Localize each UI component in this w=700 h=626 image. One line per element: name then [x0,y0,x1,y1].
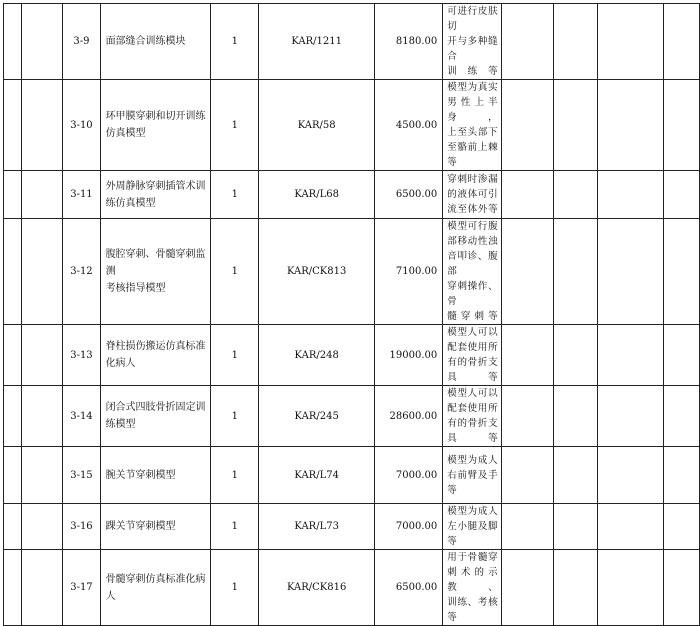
model-number-cell: KAR/CK816 [259,550,375,626]
description-line: 配套使用所 [447,403,498,414]
blank-cell [22,386,63,447]
blank-cell [553,325,597,386]
unit-price-cell: 28600.00 [374,386,442,447]
description-line: 模型可行腹 [447,221,498,232]
blank-cell [4,325,22,386]
table-row [4,219,700,325]
description-line: 穿刺时渗漏 [447,174,498,185]
blank-cell [597,171,663,219]
item-name-cell [100,504,211,550]
quantity-cell: 1 [211,80,259,171]
blank-cell [664,80,700,171]
item-number-cell: 3-9 [63,4,100,80]
blank-cell [22,447,63,504]
table-row [4,4,700,80]
table-row [4,80,700,171]
item-number-cell: 3-17 [63,550,100,626]
table-row [4,171,700,219]
blank-cell [597,80,663,171]
blank-cell [553,80,597,171]
item-name-line: 腹腔穿刺、骨髓穿刺监测 [105,249,206,277]
description-cell [443,171,501,219]
blank-cell [553,550,597,626]
unit-price-cell: 7000.00 [374,447,442,504]
description-line: 音叩诊、腹部 [447,251,498,277]
description-line: 模型人可以 [447,388,498,399]
blank-cell [4,447,22,504]
description-line: 模型为成人 [447,454,498,466]
blank-cell [553,171,597,219]
blank-cell [553,4,597,80]
blank-cell [501,171,553,219]
description-line: 模型为成人 [447,506,498,517]
item-number-cell: 3-12 [63,219,100,325]
item-name-line: 踝关节穿刺模型 [105,521,176,532]
blank-cell [501,325,553,386]
item-name-cell [100,4,211,80]
blank-cell [501,386,553,447]
unit-price-cell: 19000.00 [374,325,442,386]
item-number-cell: 3-16 [63,504,100,550]
blank-cell [501,80,553,171]
description-cell [443,550,501,626]
description-line: 部移动性浊 [447,236,498,247]
unit-price-cell: 7100.00 [374,219,442,325]
model-number-cell: KAR/CK813 [259,219,375,325]
quantity-cell: 1 [211,171,259,219]
table-row [4,325,700,386]
blank-cell [553,219,597,325]
description-line: 具等 [447,433,498,444]
blank-cell [4,4,22,80]
blank-cell [22,504,63,550]
blank-cell [664,219,700,325]
blank-cell [4,504,22,550]
model-number-cell: KAR/L73 [259,504,375,550]
description-line: 等 [447,157,457,168]
blank-cell [4,80,22,171]
item-name-cell [100,550,211,626]
description-line: 有的骨折支 [447,418,498,429]
description-line: 等 [447,536,457,547]
quantity-cell: 1 [211,4,259,80]
blank-cell [4,550,22,626]
unit-price-cell: 8180.00 [374,4,442,80]
quantity-cell: 1 [211,325,259,386]
description-line: 模型为真实 [447,82,498,93]
table-row [4,550,700,626]
description-cell [443,504,501,550]
description-line: 男性上半身， [447,97,498,123]
description-line: 的液体可引 [447,189,498,200]
model-number-cell: KAR/245 [259,386,375,447]
blank-cell [501,504,553,550]
item-name-line: 练模型 [105,419,136,430]
unit-price-cell: 6500.00 [374,171,442,219]
item-number-cell: 3-14 [63,386,100,447]
item-name-cell [100,325,211,386]
blank-cell [664,4,700,80]
description-line: 配套使用所 [447,342,498,353]
blank-cell [664,447,700,504]
item-number-cell: 3-11 [63,171,100,219]
blank-cell [597,447,663,504]
blank-cell [22,325,63,386]
table-row [4,447,700,504]
blank-cell [22,550,63,626]
description-line: 右前臂及手 [447,469,498,481]
description-line: 开与多种缝合 [447,36,498,62]
quantity-cell: 1 [211,447,259,504]
model-number-cell: KAR/58 [259,80,375,171]
description-cell [443,325,501,386]
blank-cell [597,386,663,447]
description-line: 穿刺操作、骨 [447,281,498,307]
blank-cell [664,325,700,386]
description-line: 等 [447,484,457,496]
blank-cell [553,447,597,504]
item-name-cell [100,80,211,171]
blank-cell [553,504,597,550]
blank-cell [22,4,63,80]
item-name-line: 化病人 [105,358,136,369]
item-name-line: 脊柱损伤搬运仿真标准 [105,341,206,352]
item-name-cell [100,171,211,219]
blank-cell [501,550,553,626]
description-cell [443,386,501,447]
model-number-cell: KAR/L68 [259,171,375,219]
blank-cell [4,219,22,325]
blank-cell [501,4,553,80]
description-line: 可进行皮肤切 [447,6,498,32]
quantity-cell: 1 [211,550,259,626]
blank-cell [664,386,700,447]
item-name-line: 腕关节穿刺模型 [105,469,176,481]
item-name-line: 面部缝合训练模块 [105,36,186,47]
item-number-cell: 3-10 [63,80,100,171]
blank-cell [501,447,553,504]
blank-cell [4,386,22,447]
blank-cell [501,219,553,325]
description-cell [443,219,501,325]
item-name-cell [100,219,211,325]
blank-cell [664,550,700,626]
blank-cell [597,325,663,386]
quantity-cell: 1 [211,504,259,550]
blank-cell [664,171,700,219]
table-body [4,4,700,626]
item-number-cell: 3-15 [63,447,100,504]
item-name-cell [100,447,211,504]
item-name-line: 仿真模型 [105,128,146,139]
item-name-line: 闭合式四肢骨折固定训 [105,402,206,413]
description-line: 刺术的示教、 [447,567,498,593]
item-name-line: 骨髓穿刺仿真标准化病 [105,573,206,585]
blank-cell [553,386,597,447]
model-number-cell: KAR/L74 [259,447,375,504]
table-row [4,386,700,447]
description-line: 左小腿及脚 [447,521,498,532]
unit-price-cell: 7000.00 [374,504,442,550]
description-line: 用于骨髓穿 [447,552,498,563]
item-name-line: 外周静脉穿刺插管术训 [105,180,206,192]
unit-price-cell: 4500.00 [374,80,442,171]
description-line: 上至头部下 [447,127,498,138]
blank-cell [597,504,663,550]
equipment-table [3,3,700,626]
blank-cell [22,171,63,219]
description-cell [443,80,501,171]
model-number-cell: KAR/1211 [259,4,375,80]
item-name-line: 环甲膜穿刺和切开训练 [105,111,206,122]
item-name-cell [100,386,211,447]
description-line: 流至体外等 [447,204,498,215]
description-line: 髓穿刺等 [447,311,498,322]
description-cell [443,4,501,80]
model-number-cell: KAR/248 [259,325,375,386]
blank-cell [4,171,22,219]
description-line: 训练等 [447,66,498,77]
description-cell [443,447,501,504]
table-row [4,504,700,550]
blank-cell [597,550,663,626]
description-line: 训练、考核等 [447,597,498,623]
item-name-line: 考核指导模型 [105,283,166,294]
quantity-cell: 1 [211,219,259,325]
blank-cell [22,219,63,325]
quantity-cell: 1 [211,386,259,447]
item-number-cell: 3-13 [63,325,100,386]
blank-cell [22,80,63,171]
blank-cell [597,4,663,80]
item-name-line: 练仿真模型 [105,197,156,209]
description-line: 具等 [447,372,498,383]
item-name-line: 人 [105,590,116,602]
description-line: 至骼前上棘 [447,142,498,153]
blank-cell [664,504,700,550]
blank-cell [597,219,663,325]
description-line: 有的骨折支 [447,357,498,368]
unit-price-cell: 6500.00 [374,550,442,626]
description-line: 模型人可以 [447,327,498,338]
